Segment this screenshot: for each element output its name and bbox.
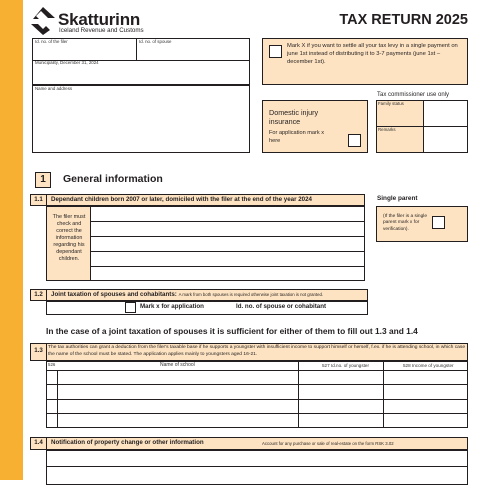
page-edge-strip — [0, 0, 23, 480]
section-1-title: General information — [63, 173, 163, 185]
joint-spouse-id-label: Id. no. of spouse or cohabitant — [236, 303, 327, 310]
settle-payment-text: Mark X if you want to settle all your tax levy in a single payment on june 1st instead of distributing it to 3-7 payments (june 1st – december 1st). — [287, 43, 458, 65]
page-title: TAX RETURN 2025 — [339, 12, 468, 28]
section-1-4-bar — [46, 437, 468, 450]
single-parent-heading: Single parent — [377, 195, 418, 202]
family-status-input[interactable] — [424, 101, 467, 126]
joint-taxation-checkbox[interactable] — [125, 302, 136, 313]
filer-id-label: Id. no. of the filer — [35, 39, 68, 44]
section-1-4-note: Account for any purchase or sale of real-estate on the form RSK 3.02 — [262, 441, 394, 446]
spouse-id-input[interactable] — [138, 46, 249, 59]
section-1-2-note: A mark from both spouses is required otherwise joint taxation is not granted. — [178, 292, 324, 297]
dependant-row-4[interactable] — [92, 252, 364, 266]
spouse-id-label: Id. no. of spouse — [139, 39, 172, 44]
settle-payment-checkbox[interactable] — [269, 45, 282, 58]
dependant-row-5[interactable] — [92, 267, 364, 280]
name-address-label: Name and address — [35, 86, 73, 91]
section-1-2-title: Joint taxation of spouses and cohabitants: — [51, 291, 177, 298]
remarks-label: Remarks — [378, 127, 396, 132]
section-1-number: 1 — [35, 172, 51, 188]
section-1-3-number: 1.3 — [30, 343, 47, 361]
dependant-row-3[interactable] — [92, 237, 364, 251]
commissioner-heading: Tax commissioner use only — [377, 92, 450, 98]
youngster-row-2-school[interactable] — [58, 385, 297, 398]
section-1-2-bar — [46, 289, 368, 301]
youngster-row-4-school[interactable] — [58, 414, 297, 427]
col-id-header: 527 Id.no. of youngster — [322, 363, 369, 368]
col-code-526: 526 — [48, 362, 56, 367]
injury-insurance-sub: For application mark x here — [269, 130, 325, 144]
youngster-income-column[interactable] — [384, 371, 467, 427]
dependant-note: The filer must check and correct the information regarding his dependant children. — [52, 214, 86, 263]
joint-heading: In the case of a joint taxation of spouses it is sufficient for either of them to fill out 1.3 and 1.4 — [46, 326, 418, 336]
joint-spouse-id-input[interactable] — [365, 302, 367, 314]
youngster-id-column[interactable] — [299, 371, 382, 427]
single-parent-checkbox[interactable] — [432, 216, 445, 229]
family-status-label: Family status — [378, 101, 404, 106]
section-1-4-number: 1.4 — [30, 437, 47, 450]
section-1-4-title: Notification of property change or other information — [51, 439, 204, 446]
col-school-header: Name of school — [160, 362, 195, 368]
municipality-input[interactable] — [33, 67, 249, 84]
logo-name: Skatturinn — [58, 10, 141, 29]
section-1-1-title: Dependant children born 2007 or later, domiciled with the filer at the end of the year 2024 — [46, 194, 365, 206]
section-1-3-text: The tax authorities can grant a deduction from the filer's taxable base if he supports a youngster with insufficient income to support himself or herself, f.ex. if he is attending school, in which case the name of the school must be stated. The application applies mainly to youngsters aged 16-21. — [48, 345, 466, 358]
injury-insurance-checkbox[interactable] — [348, 134, 361, 147]
name-address-input[interactable] — [32, 85, 250, 153]
municipality-label: Municipality, December 31, 2024 — [35, 60, 99, 65]
remarks-input[interactable] — [424, 127, 467, 152]
logo-subtitle: Iceland Revenue and Customs — [59, 27, 144, 34]
logo-icon — [29, 6, 57, 36]
joint-mark-label: Mark x for application — [140, 303, 204, 310]
single-parent-text: (If the filer is a single parent mark x for verification). — [383, 214, 427, 232]
dependant-row-1[interactable] — [92, 207, 364, 221]
section-1-2-number: 1.2 — [30, 289, 47, 301]
dependant-row-2[interactable] — [92, 222, 364, 236]
youngster-row-3-school[interactable] — [58, 400, 297, 413]
injury-insurance-title: Domestic injury insurance — [269, 108, 319, 127]
youngster-row-1-school[interactable] — [58, 371, 297, 384]
filer-id-input[interactable] — [33, 46, 135, 59]
section-1-1-number: 1.1 — [30, 194, 47, 206]
col-income-header: 528 Income of youngster — [403, 363, 454, 368]
